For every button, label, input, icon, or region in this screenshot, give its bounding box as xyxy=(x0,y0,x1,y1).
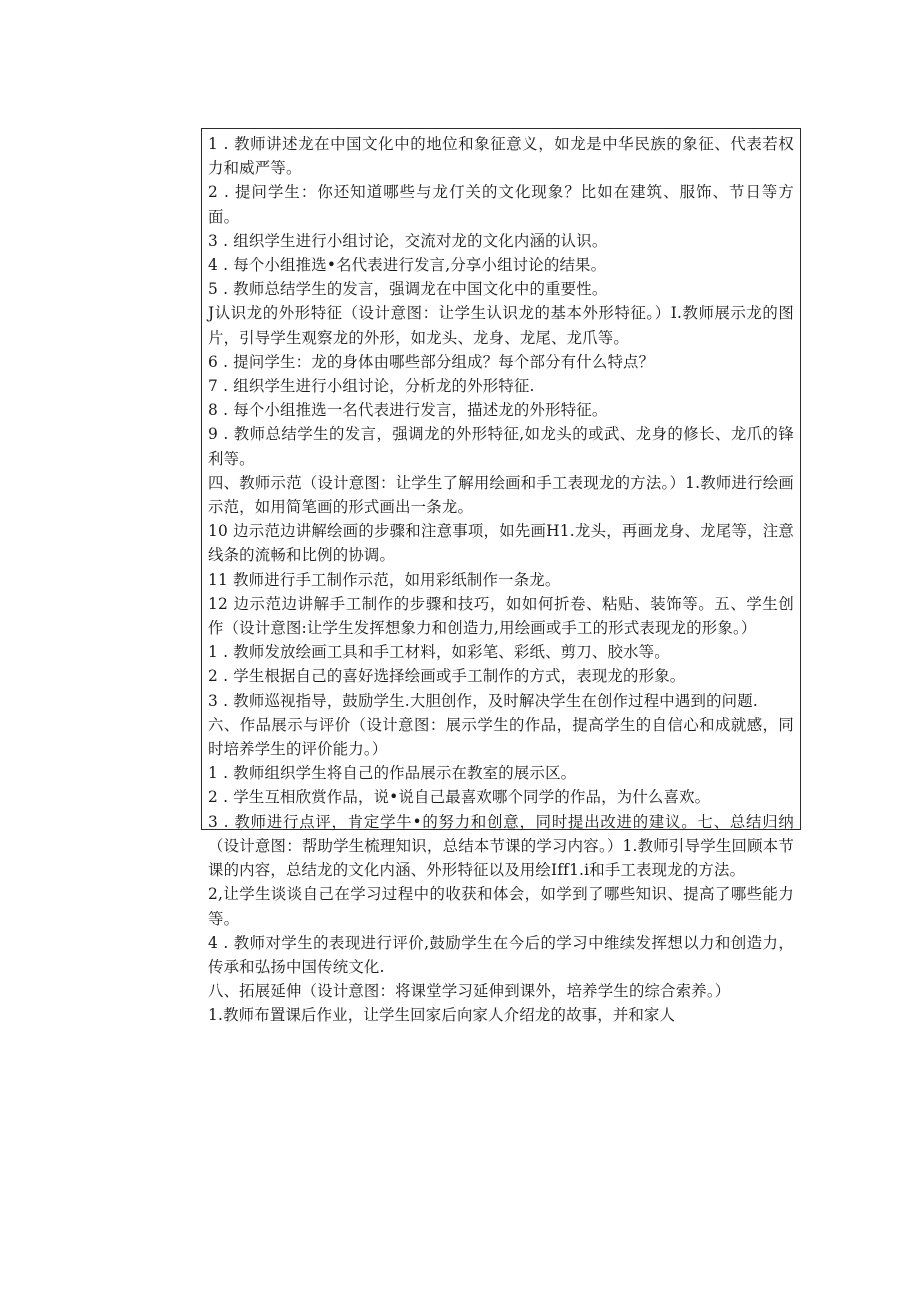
paragraph-13: 11 教师进行手工制作示范，如用彩纸制作一条龙。 xyxy=(208,570,561,589)
paragraph-8: 7 . 组织学生进行小组讨论，分析龙的外形特征. xyxy=(208,377,535,396)
paragraph-11: 四、教师示范（设计意图：让学生了解用绘画和手工表现龙的方法。）1.教师进行绘画示范，如用简笔画的形式画出一条龙。 xyxy=(208,473,794,517)
paragraph-6: J认识龙的外形特征（设计意图：让学生认识龙的基本外形特征。）I.教师展示龙的图片，引导学生观察龙的外形，如龙头、龙身、龙尾、龙爪等。 xyxy=(208,304,794,347)
paragraph-23: 4 . 教师对学生的表现进行评价,鼓励学生在今后的学习中维续发挥想以力和创造力，传承和弘扬中国传统文化. xyxy=(208,933,794,976)
paragraph-25: 1.教师布置课后作业，让学生回家后向家人介绍龙的故事，并和家人 xyxy=(208,1006,676,1025)
paragraph-12: 10 边示范边讲解绘画的步骤和注意事项，如先画H1.龙头，再画龙身、龙尾等，注意线条的流畅和比例的协调。 xyxy=(208,522,794,565)
paragraph-14: 12 边示范边讲解手工制作的步骤和技巧，如如何折卷、粘贴、装饰等。五、学生创作（设计意图:让学生发挥想象力和创造力,用绘画或手工的形式表现龙的形象。） xyxy=(208,594,794,638)
paragraph-2: 2 . 提问学生：你还知道哪些与龙仃关的文化现象？比如在建筑、服饰、节日等方面。 xyxy=(208,183,794,226)
paragraph-18: 六、作品展示与评价（设计意图：展示学生的作品，提高学生的自信心和成就感，同时培养学生的评价能力。） xyxy=(208,715,794,759)
paragraph-17: 3 . 教师巡视指导，鼓励学生.大胆创作，及时解决学生在创作过程中遇到的问题. xyxy=(208,691,758,710)
paragraph-21: 3 . 教师进行点评，肯定学牛•的努力和创意，同时提出改进的建议。七、总结归纳（设计意图：帮助学生梳理知识，总结本节课的学习内容。）1.教师引导学生回顾本节课的内容，总结龙的文化内涵、外形特征以及用绘Iff1.i和手工表现龙的方法。 xyxy=(208,812,794,880)
paragraph-15: 1 . 教师发放绘画工具和手工材料，如彩笔、彩纸、剪刀、胶水等。 xyxy=(208,643,670,662)
paragraph-20: 2 . 学生互相欣赏作品，说•说自己最喜欢哪个同学的作品，为什么喜欢。 xyxy=(208,788,711,807)
paragraph-5: 5 . 教师总结学生的发言，强调龙在中国文化中的重要性。 xyxy=(208,280,608,299)
paragraph-7: 6 . 提问学生：龙的身体由哪些部分组成？每个部分有什么特点？ xyxy=(208,352,655,371)
paragraph-1: 1 . 教师讲述龙在中国文化中的地位和象征意义，如龙是中华民族的象征、代表若权力和威严等。 xyxy=(208,135,794,178)
paragraph-19: 1 . 教师组织学生将自己的作品展示在教室的展示区。 xyxy=(208,764,577,783)
lesson-plan-table-cell xyxy=(201,128,801,1025)
paragraph-9: 8 . 每个小组推选一名代表进行发言，描述龙的外形特征。 xyxy=(208,401,608,420)
paragraph-22: 2,让学生谈谈自己在学习过程中的收获和体会，如学到了哪些知识、提高了哪些能力等。 xyxy=(208,885,794,928)
paragraph-3: 3 . 组织学生进行小组讨论，交流对龙的文化内涵的认识。 xyxy=(208,231,608,250)
paragraph-4: 4 . 每个小组推选•名代表进行发言,分享小组讨论的结果。 xyxy=(208,256,607,275)
paragraph-24: 八、拓展延伸（设计意图：将课堂学习延伸到课外，培养学生的综合索养。） xyxy=(208,982,731,1001)
paragraph-16: 2 . 学生根据自己的喜好选择绘画或手工制作的方式，表现龙的形象。 xyxy=(208,667,686,686)
paragraph-10: 9 . 教师总结学生的发言，强调龙的外形特征,如龙头的或武、龙身的修长、龙爪的锋利等。 xyxy=(208,425,794,468)
